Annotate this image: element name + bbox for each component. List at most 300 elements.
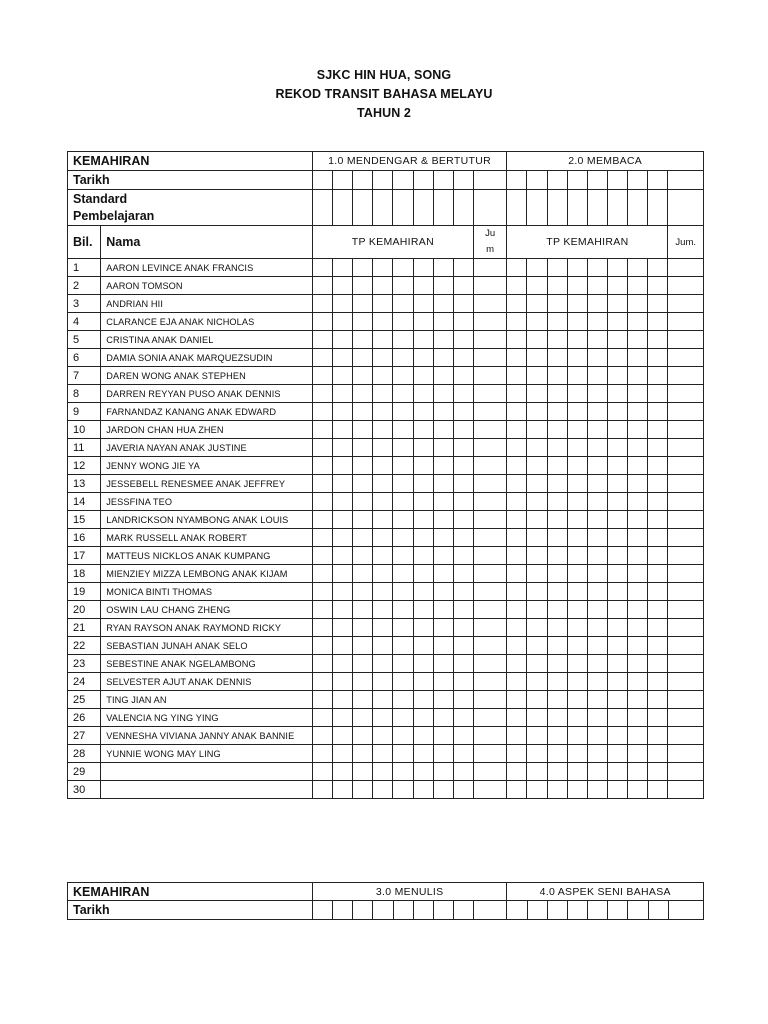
score-cell[interactable] <box>587 457 607 475</box>
score-cell[interactable] <box>312 331 332 349</box>
score-cell[interactable] <box>413 781 433 799</box>
score-cell[interactable] <box>628 673 648 691</box>
score-cell[interactable] <box>312 745 332 763</box>
score-cell[interactable] <box>453 565 473 583</box>
score-cell[interactable] <box>608 385 628 403</box>
score-cell[interactable] <box>567 691 587 709</box>
score-cell[interactable] <box>393 421 413 439</box>
score-cell[interactable] <box>393 259 413 277</box>
score-cell[interactable] <box>373 349 393 367</box>
score-cell[interactable] <box>473 763 506 781</box>
score-cell[interactable] <box>507 601 527 619</box>
score-cell[interactable] <box>668 457 704 475</box>
score-cell[interactable] <box>413 313 433 331</box>
score-cell[interactable] <box>312 295 332 313</box>
score-cell[interactable] <box>608 745 628 763</box>
score-cell[interactable] <box>608 277 628 295</box>
score-cell[interactable] <box>648 367 668 385</box>
score-cell[interactable] <box>393 493 413 511</box>
score-cell[interactable] <box>608 781 628 799</box>
score-cell[interactable] <box>353 349 373 367</box>
score-cell[interactable] <box>332 313 352 331</box>
score-cell[interactable] <box>547 259 567 277</box>
score-cell[interactable] <box>628 439 648 457</box>
score-cell[interactable] <box>628 655 648 673</box>
score-cell[interactable] <box>332 781 352 799</box>
score-cell[interactable] <box>393 547 413 565</box>
standard-cell[interactable] <box>473 190 506 226</box>
score-cell[interactable] <box>527 619 547 637</box>
score-cell[interactable] <box>413 637 433 655</box>
score-cell[interactable] <box>628 619 648 637</box>
score-cell[interactable] <box>312 601 332 619</box>
score-cell[interactable] <box>527 403 547 421</box>
score-cell[interactable] <box>353 385 373 403</box>
score-cell[interactable] <box>648 403 668 421</box>
score-cell[interactable] <box>507 295 527 313</box>
score-cell[interactable] <box>648 385 668 403</box>
score-cell[interactable] <box>433 691 453 709</box>
score-cell[interactable] <box>312 583 332 601</box>
score-cell[interactable] <box>373 709 393 727</box>
score-cell[interactable] <box>373 619 393 637</box>
score-cell[interactable] <box>413 403 433 421</box>
score-cell[interactable] <box>567 529 587 547</box>
score-cell[interactable] <box>353 673 373 691</box>
score-cell[interactable] <box>453 511 473 529</box>
score-cell[interactable] <box>587 313 607 331</box>
score-cell[interactable] <box>547 277 567 295</box>
score-cell[interactable] <box>567 277 587 295</box>
score-cell[interactable] <box>413 385 433 403</box>
score-cell[interactable] <box>648 349 668 367</box>
score-cell[interactable] <box>527 259 547 277</box>
score-cell[interactable] <box>332 745 352 763</box>
score-cell[interactable] <box>312 673 332 691</box>
score-cell[interactable] <box>507 745 527 763</box>
score-cell[interactable] <box>628 295 648 313</box>
score-cell[interactable] <box>373 673 393 691</box>
score-cell[interactable] <box>587 691 607 709</box>
score-cell[interactable] <box>373 781 393 799</box>
score-cell[interactable] <box>353 655 373 673</box>
standard-cell[interactable] <box>547 190 567 226</box>
score-cell[interactable] <box>547 295 567 313</box>
score-cell[interactable] <box>353 457 373 475</box>
tarikh-cell[interactable] <box>393 171 413 190</box>
score-cell[interactable] <box>413 475 433 493</box>
score-cell[interactable] <box>628 385 648 403</box>
score-cell[interactable] <box>527 583 547 601</box>
standard-cell[interactable] <box>608 190 628 226</box>
score-cell[interactable] <box>433 601 453 619</box>
score-cell[interactable] <box>312 781 332 799</box>
score-cell[interactable] <box>453 709 473 727</box>
score-cell[interactable] <box>628 781 648 799</box>
score-cell[interactable] <box>453 529 473 547</box>
score-cell[interactable] <box>393 475 413 493</box>
score-cell[interactable] <box>353 727 373 745</box>
score-cell[interactable] <box>587 403 607 421</box>
score-cell[interactable] <box>312 349 332 367</box>
score-cell[interactable] <box>587 385 607 403</box>
score-cell[interactable] <box>353 475 373 493</box>
score-cell[interactable] <box>668 583 704 601</box>
score-cell[interactable] <box>628 349 648 367</box>
score-cell[interactable] <box>312 493 332 511</box>
score-cell[interactable] <box>453 403 473 421</box>
score-cell[interactable] <box>312 691 332 709</box>
score-cell[interactable] <box>608 259 628 277</box>
score-cell[interactable] <box>393 691 413 709</box>
score-cell[interactable] <box>433 529 453 547</box>
score-cell[interactable] <box>547 331 567 349</box>
score-cell[interactable] <box>527 439 547 457</box>
score-cell[interactable] <box>332 655 352 673</box>
score-cell[interactable] <box>628 691 648 709</box>
score-cell[interactable] <box>433 547 453 565</box>
score-cell[interactable] <box>668 547 704 565</box>
score-cell[interactable] <box>413 295 433 313</box>
score-cell[interactable] <box>332 367 352 385</box>
score-cell[interactable] <box>567 565 587 583</box>
tarikh-2-cell[interactable] <box>353 901 373 920</box>
score-cell[interactable] <box>373 547 393 565</box>
score-cell[interactable] <box>628 331 648 349</box>
standard-cell[interactable] <box>413 190 433 226</box>
score-cell[interactable] <box>567 367 587 385</box>
score-cell[interactable] <box>413 691 433 709</box>
score-cell[interactable] <box>527 763 547 781</box>
score-cell[interactable] <box>668 709 704 727</box>
score-cell[interactable] <box>628 583 648 601</box>
tarikh-2-cell[interactable] <box>527 901 547 920</box>
score-cell[interactable] <box>373 511 393 529</box>
score-cell[interactable] <box>413 619 433 637</box>
score-cell[interactable] <box>587 655 607 673</box>
score-cell[interactable] <box>373 745 393 763</box>
score-cell[interactable] <box>648 259 668 277</box>
score-cell[interactable] <box>312 385 332 403</box>
score-cell[interactable] <box>668 313 704 331</box>
score-cell[interactable] <box>373 529 393 547</box>
score-cell[interactable] <box>453 637 473 655</box>
score-cell[interactable] <box>373 313 393 331</box>
score-cell[interactable] <box>527 547 547 565</box>
score-cell[interactable] <box>527 745 547 763</box>
score-cell[interactable] <box>433 439 453 457</box>
score-cell[interactable] <box>507 475 527 493</box>
score-cell[interactable] <box>527 709 547 727</box>
score-cell[interactable] <box>433 637 453 655</box>
score-cell[interactable] <box>393 385 413 403</box>
score-cell[interactable] <box>668 403 704 421</box>
score-cell[interactable] <box>332 475 352 493</box>
score-cell[interactable] <box>608 475 628 493</box>
score-cell[interactable] <box>608 547 628 565</box>
score-cell[interactable] <box>547 439 567 457</box>
score-cell[interactable] <box>587 619 607 637</box>
score-cell[interactable] <box>473 529 506 547</box>
score-cell[interactable] <box>628 475 648 493</box>
standard-cell[interactable] <box>453 190 473 226</box>
score-cell[interactable] <box>453 421 473 439</box>
tarikh-cell[interactable] <box>608 171 628 190</box>
score-cell[interactable] <box>527 565 547 583</box>
score-cell[interactable] <box>413 277 433 295</box>
score-cell[interactable] <box>373 637 393 655</box>
score-cell[interactable] <box>527 781 547 799</box>
score-cell[interactable] <box>453 457 473 475</box>
score-cell[interactable] <box>668 511 704 529</box>
score-cell[interactable] <box>648 313 668 331</box>
tarikh-2-cell[interactable] <box>507 901 527 920</box>
score-cell[interactable] <box>567 583 587 601</box>
score-cell[interactable] <box>628 277 648 295</box>
score-cell[interactable] <box>473 493 506 511</box>
score-cell[interactable] <box>473 331 506 349</box>
score-cell[interactable] <box>353 403 373 421</box>
score-cell[interactable] <box>507 637 527 655</box>
tarikh-2-cell[interactable] <box>312 901 332 920</box>
score-cell[interactable] <box>668 385 704 403</box>
score-cell[interactable] <box>567 403 587 421</box>
score-cell[interactable] <box>373 295 393 313</box>
score-cell[interactable] <box>453 259 473 277</box>
score-cell[interactable] <box>608 313 628 331</box>
score-cell[interactable] <box>433 313 453 331</box>
score-cell[interactable] <box>413 673 433 691</box>
tarikh-cell[interactable] <box>473 171 506 190</box>
score-cell[interactable] <box>373 601 393 619</box>
score-cell[interactable] <box>353 691 373 709</box>
score-cell[interactable] <box>453 763 473 781</box>
score-cell[interactable] <box>332 403 352 421</box>
score-cell[interactable] <box>567 295 587 313</box>
score-cell[interactable] <box>353 709 373 727</box>
tarikh-2-cell[interactable] <box>433 901 453 920</box>
standard-cell[interactable] <box>567 190 587 226</box>
score-cell[interactable] <box>668 529 704 547</box>
score-cell[interactable] <box>433 583 453 601</box>
score-cell[interactable] <box>332 259 352 277</box>
score-cell[interactable] <box>453 367 473 385</box>
score-cell[interactable] <box>332 277 352 295</box>
score-cell[interactable] <box>587 763 607 781</box>
score-cell[interactable] <box>668 349 704 367</box>
score-cell[interactable] <box>527 421 547 439</box>
score-cell[interactable] <box>433 493 453 511</box>
score-cell[interactable] <box>507 565 527 583</box>
score-cell[interactable] <box>567 763 587 781</box>
score-cell[interactable] <box>587 745 607 763</box>
score-cell[interactable] <box>567 637 587 655</box>
score-cell[interactable] <box>353 313 373 331</box>
score-cell[interactable] <box>473 691 506 709</box>
score-cell[interactable] <box>507 547 527 565</box>
score-cell[interactable] <box>507 403 527 421</box>
score-cell[interactable] <box>332 727 352 745</box>
score-cell[interactable] <box>473 349 506 367</box>
score-cell[interactable] <box>413 457 433 475</box>
score-cell[interactable] <box>547 421 567 439</box>
score-cell[interactable] <box>453 655 473 673</box>
score-cell[interactable] <box>587 295 607 313</box>
score-cell[interactable] <box>312 547 332 565</box>
score-cell[interactable] <box>587 601 607 619</box>
score-cell[interactable] <box>332 565 352 583</box>
score-cell[interactable] <box>648 691 668 709</box>
score-cell[interactable] <box>567 745 587 763</box>
score-cell[interactable] <box>393 727 413 745</box>
score-cell[interactable] <box>433 403 453 421</box>
tarikh-2-cell[interactable] <box>474 901 507 920</box>
score-cell[interactable] <box>393 295 413 313</box>
score-cell[interactable] <box>547 691 567 709</box>
score-cell[interactable] <box>332 583 352 601</box>
score-cell[interactable] <box>353 493 373 511</box>
standard-cell[interactable] <box>628 190 648 226</box>
score-cell[interactable] <box>668 493 704 511</box>
score-cell[interactable] <box>527 655 547 673</box>
score-cell[interactable] <box>547 529 567 547</box>
score-cell[interactable] <box>332 637 352 655</box>
score-cell[interactable] <box>353 781 373 799</box>
score-cell[interactable] <box>433 259 453 277</box>
score-cell[interactable] <box>473 457 506 475</box>
score-cell[interactable] <box>628 403 648 421</box>
score-cell[interactable] <box>668 745 704 763</box>
score-cell[interactable] <box>587 331 607 349</box>
score-cell[interactable] <box>353 637 373 655</box>
score-cell[interactable] <box>668 331 704 349</box>
tarikh-cell[interactable] <box>567 171 587 190</box>
score-cell[interactable] <box>312 763 332 781</box>
score-cell[interactable] <box>312 259 332 277</box>
score-cell[interactable] <box>353 745 373 763</box>
score-cell[interactable] <box>567 781 587 799</box>
score-cell[interactable] <box>547 511 567 529</box>
score-cell[interactable] <box>433 277 453 295</box>
score-cell[interactable] <box>587 709 607 727</box>
score-cell[interactable] <box>628 421 648 439</box>
score-cell[interactable] <box>353 295 373 313</box>
score-cell[interactable] <box>413 367 433 385</box>
score-cell[interactable] <box>587 547 607 565</box>
tarikh-cell[interactable] <box>453 171 473 190</box>
score-cell[interactable] <box>393 403 413 421</box>
score-cell[interactable] <box>393 529 413 547</box>
score-cell[interactable] <box>312 313 332 331</box>
score-cell[interactable] <box>547 457 567 475</box>
score-cell[interactable] <box>507 709 527 727</box>
tarikh-cell[interactable] <box>507 171 527 190</box>
score-cell[interactable] <box>527 385 547 403</box>
score-cell[interactable] <box>433 727 453 745</box>
score-cell[interactable] <box>373 655 393 673</box>
score-cell[interactable] <box>628 565 648 583</box>
standard-cell[interactable] <box>373 190 393 226</box>
score-cell[interactable] <box>332 529 352 547</box>
score-cell[interactable] <box>527 637 547 655</box>
score-cell[interactable] <box>373 403 393 421</box>
tarikh-cell[interactable] <box>587 171 607 190</box>
score-cell[interactable] <box>628 709 648 727</box>
score-cell[interactable] <box>413 331 433 349</box>
score-cell[interactable] <box>648 457 668 475</box>
score-cell[interactable] <box>608 691 628 709</box>
tarikh-cell[interactable] <box>373 171 393 190</box>
score-cell[interactable] <box>648 619 668 637</box>
tarikh-cell[interactable] <box>312 171 332 190</box>
score-cell[interactable] <box>668 475 704 493</box>
score-cell[interactable] <box>373 583 393 601</box>
score-cell[interactable] <box>608 727 628 745</box>
score-cell[interactable] <box>507 313 527 331</box>
score-cell[interactable] <box>648 763 668 781</box>
score-cell[interactable] <box>567 475 587 493</box>
score-cell[interactable] <box>413 601 433 619</box>
score-cell[interactable] <box>473 673 506 691</box>
score-cell[interactable] <box>413 349 433 367</box>
score-cell[interactable] <box>547 475 567 493</box>
score-cell[interactable] <box>527 295 547 313</box>
score-cell[interactable] <box>393 313 413 331</box>
score-cell[interactable] <box>433 349 453 367</box>
score-cell[interactable] <box>608 493 628 511</box>
score-cell[interactable] <box>393 655 413 673</box>
standard-cell[interactable] <box>648 190 668 226</box>
score-cell[interactable] <box>507 691 527 709</box>
score-cell[interactable] <box>453 745 473 763</box>
score-cell[interactable] <box>453 385 473 403</box>
score-cell[interactable] <box>587 475 607 493</box>
score-cell[interactable] <box>433 385 453 403</box>
score-cell[interactable] <box>433 781 453 799</box>
score-cell[interactable] <box>473 511 506 529</box>
score-cell[interactable] <box>453 439 473 457</box>
score-cell[interactable] <box>547 745 567 763</box>
score-cell[interactable] <box>373 421 393 439</box>
tarikh-2-cell[interactable] <box>413 901 433 920</box>
score-cell[interactable] <box>648 277 668 295</box>
score-cell[interactable] <box>312 277 332 295</box>
score-cell[interactable] <box>547 385 567 403</box>
score-cell[interactable] <box>373 727 393 745</box>
score-cell[interactable] <box>393 439 413 457</box>
score-cell[interactable] <box>353 421 373 439</box>
score-cell[interactable] <box>608 565 628 583</box>
tarikh-cell[interactable] <box>433 171 453 190</box>
score-cell[interactable] <box>527 601 547 619</box>
score-cell[interactable] <box>353 619 373 637</box>
score-cell[interactable] <box>567 385 587 403</box>
score-cell[interactable] <box>547 655 567 673</box>
score-cell[interactable] <box>473 421 506 439</box>
score-cell[interactable] <box>473 727 506 745</box>
score-cell[interactable] <box>312 655 332 673</box>
score-cell[interactable] <box>312 403 332 421</box>
tarikh-cell[interactable] <box>648 171 668 190</box>
score-cell[interactable] <box>507 583 527 601</box>
score-cell[interactable] <box>332 763 352 781</box>
score-cell[interactable] <box>453 691 473 709</box>
tarikh-2-cell[interactable] <box>454 901 474 920</box>
score-cell[interactable] <box>332 421 352 439</box>
score-cell[interactable] <box>608 511 628 529</box>
score-cell[interactable] <box>567 601 587 619</box>
score-cell[interactable] <box>433 673 453 691</box>
